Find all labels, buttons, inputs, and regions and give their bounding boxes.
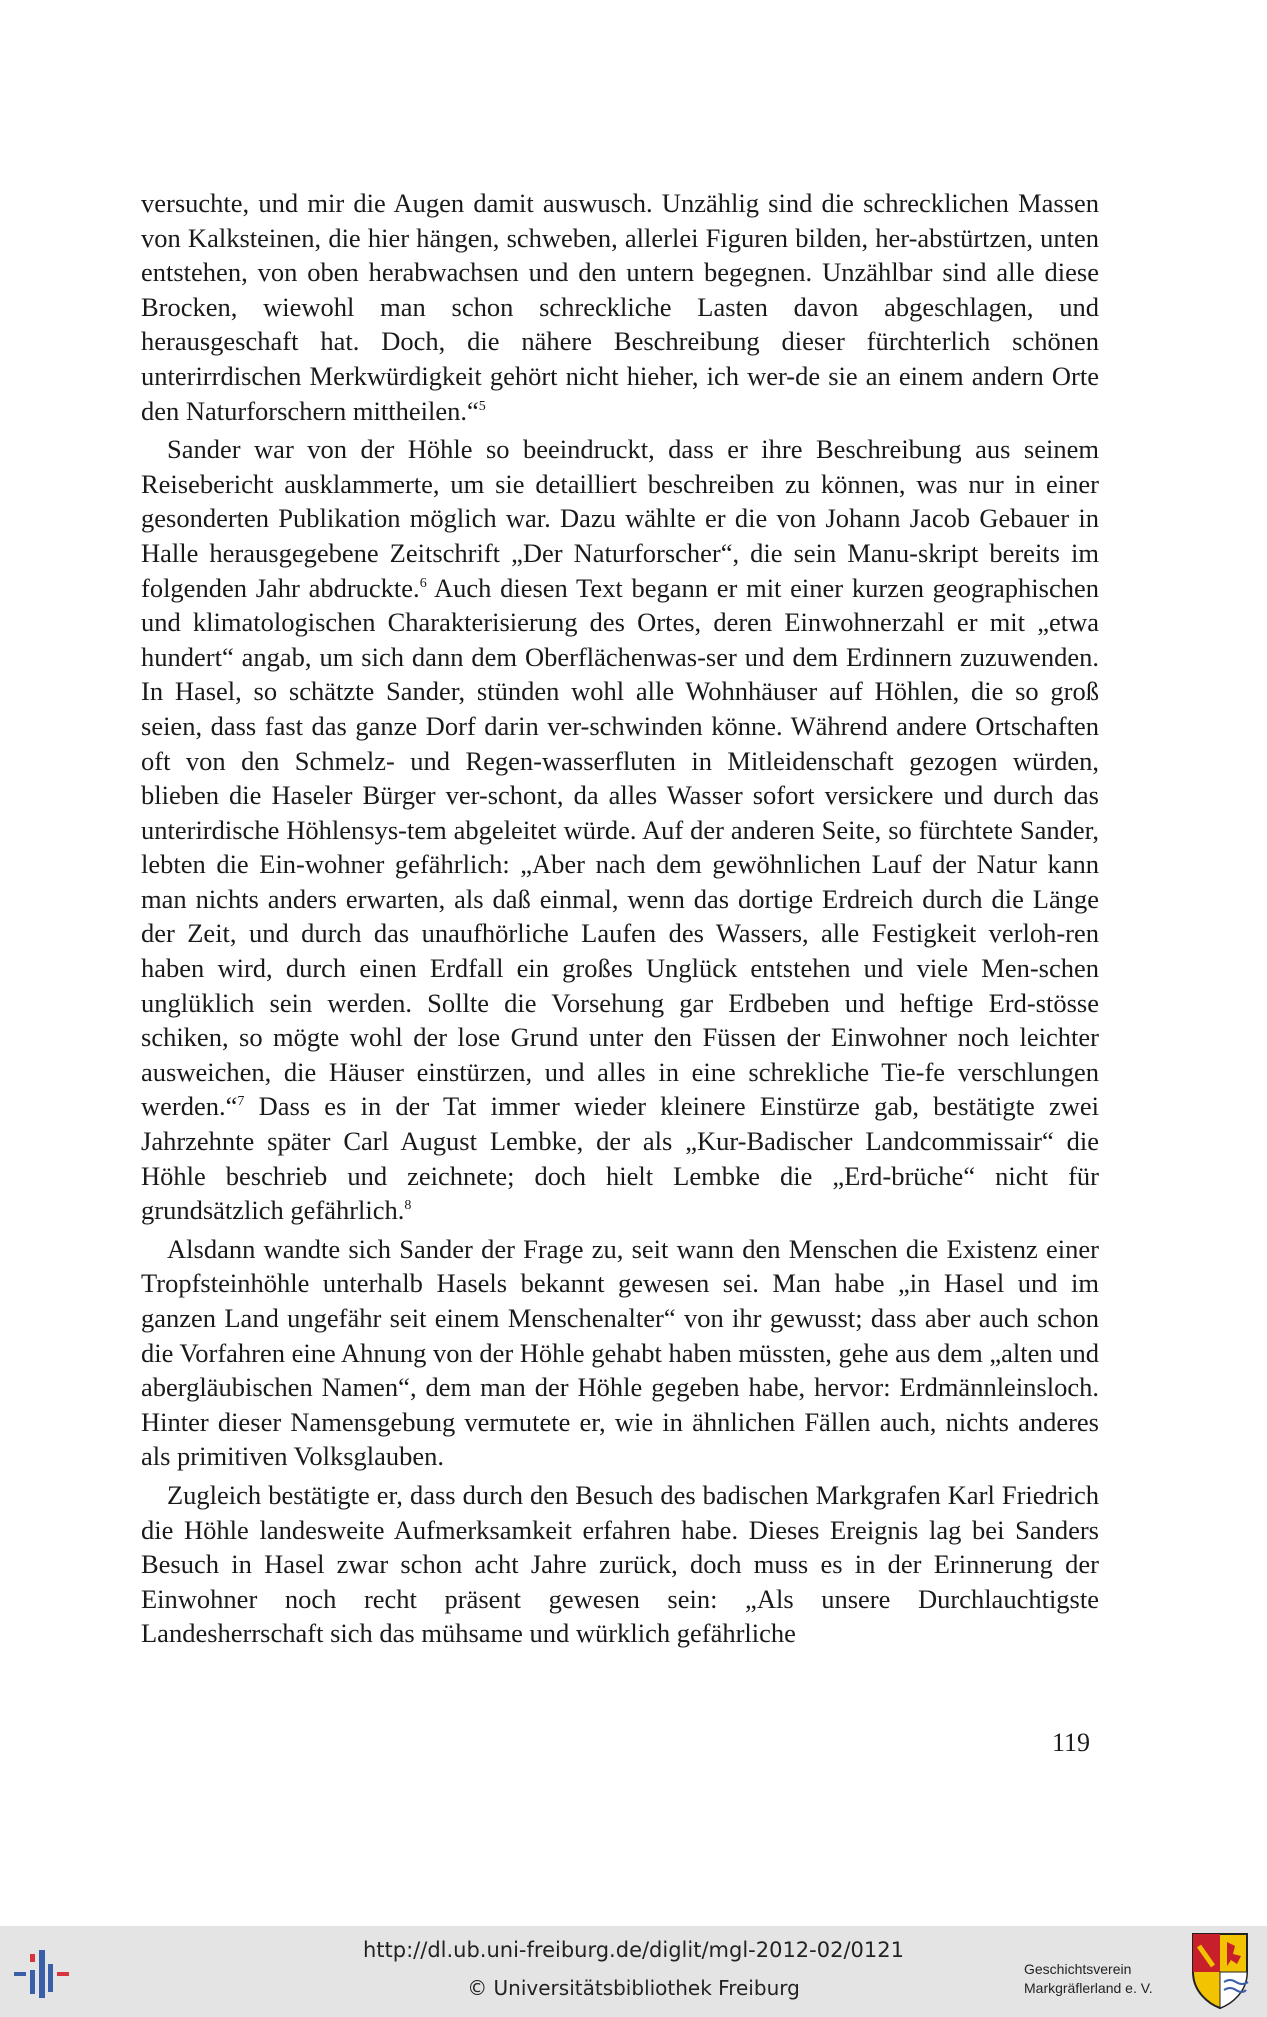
footer-copyright: © Universitätsbibliothek Freiburg (467, 1976, 800, 2000)
body-text: versuchte, und mir die Augen damit auswusch. Unzählig sind die schrecklichen Massen von Kalksteinen, die hier hängen, schweben, allerlei Figuren bilden, her-abstürtzen, unten entstehen, von oben herabwachsen und den untern begegnen. Unzählbar sind alle diese Brocken, wiewohl man schon schreckliche Lasten davon abgeschlagen, und herausgeschaft hat. Doch, die nähere Beschreibung dieser fürchterlich schönen unterirrdischen Merkwürdigkeit gehört nicht hieher, ich wer-de sie an einem andern Orte den Naturforschern mittheilen.“ (141, 188, 1099, 426)
body-text: Auch diesen Text begann er mit einer kurzen geographischen und klimatologischen Charakterisierung des Ortes, deren Einwohnerzahl er mit „etwa hundert“ angab, um sich dann dem Oberflächenwas-ser und dem Erdinnern zuzuwenden. In Hasel, so schätzte Sander, stünden wohl alle Wohnhäuser auf Höhlen, die so groß seien, dass fast das ganze Dorf darin ver-schwinden könne. Während andere Ortschaften oft von den Schmelz- und Regen-wasserfluten in Mitleidenschaft gezogen würden, blieben die Haseler Bürger ver-schont, da alles Wasser sofort versickere und durch das unterirdische Höhlensys-tem abgeleitet würde. Auf der anderen Seite, so fürchtete Sander, lebten die Ein-wohner gefährlich: „Aber nach dem gewöhnlichen Lauf der Natur kann man nichts anders erwarten, als daß einmal, wenn das dortige Erdreich durch die Länge der Zeit, und durch das unaufhörliche Laufen des Wassers, alle Festigkeit verloh-ren haben wird, durch einen Erdfall ein großes Unglück entstehen und viele Men-schen unglüklich sein werden. Sollte die Vorsehung gar Erdbeben und heftige Erd-stösse schiken, so mögte wohl der lose Grund unter den Füssen der Einwohner noch leichter ausweichen, die Häuser einstürzen, und alles in eine schrekliche Tie-fe verschlungen werden.“ (141, 572, 1099, 1122)
body-text: Dass es in der Tat immer wieder kleinere Einstürze gab, bestätigte zwei Jahrzehnte später Carl August Lembke, der als „Kur-Badischer Landcommissair“ die Höhle beschrieb und zeichnete; doch hielt Lembke die „Erd-brüche“ nicht für grundsätzlich gefährlich. (141, 1091, 1099, 1226)
body-paragraph (141, 432, 1099, 1228)
footnote-marker[interactable]: 5 (478, 398, 486, 414)
body-paragraph (141, 186, 1099, 428)
page-body (141, 186, 1099, 1651)
footnote-marker[interactable]: 7 (237, 1094, 245, 1110)
footer-url[interactable]: http://dl.ub.uni-freiburg.de/diglit/mgl-2012-02/0121 (362, 1938, 904, 1962)
body-paragraph (141, 1232, 1099, 1474)
body-text: Alsdann wandte sich Sander der Frage zu, seit wann den Menschen die Existenz einer Tropfsteinhöhle unterhalb Hasels bekannt gewesen sei. Man habe „in Hasel und im ganzen Land ungefähr seit einem Menschenalter“ von ihr gewusst; dass aber auch schon die Vorfahren eine Ahnung von der Höhle gehabt haben müssten, gehe aus dem „alten und abergläubischen Namen“, dem man der Höhle gegeben habe, hervor: Erdmännleinsloch. Hinter dieser Namensgebung vermutete er, wie in ähnlichen Fällen auch, nichts anderes als primitiven Volksglauben. (141, 1233, 1099, 1472)
body-paragraph (141, 1478, 1099, 1651)
coat-of-arms-icon (1191, 1932, 1249, 2010)
footnote-marker[interactable]: 8 (404, 1198, 412, 1214)
page-number: 119 (1052, 1728, 1091, 1757)
footer-bar (0, 1926, 1267, 2017)
society-line-1: Geschichtsverein (1024, 1961, 1132, 1977)
society-line-2: Markgräflerland e. V. (1024, 1980, 1153, 1996)
body-text: Zugleich bestätigte er, dass durch den Besuch des badischen Markgrafen Karl Friedrich die Höhle landesweite Aufmerksamkeit erfahren habe. Dieses Ereignis lag bei Sanders Besuch in Hasel zwar schon acht Jahre zurück, doch muss es in der Erinnerung der Einwohner noch recht präsent gewesen sein: „Als unsere Durchlauchtigste Landesherrschaft sich das mühsame und würklich gefährliche (141, 1479, 1099, 1649)
footnote-marker[interactable]: 6 (419, 575, 427, 591)
body-text: Sander war von der Höhle so beeindruckt, dass er ihre Beschreibung aus seinem Reisebericht ausklammerte, um sie detailliert beschreiben zu können, was nur in einer gesonderten Publikation möglich war. Dazu wählte er die von Johann Jacob Gebauer in Halle herausgegebene Zeitschrift „Der Naturforscher“, die sein Manu-skript bereits im folgenden Jahr abdruckte. (141, 434, 1099, 603)
footer-society (1024, 1960, 1153, 1998)
